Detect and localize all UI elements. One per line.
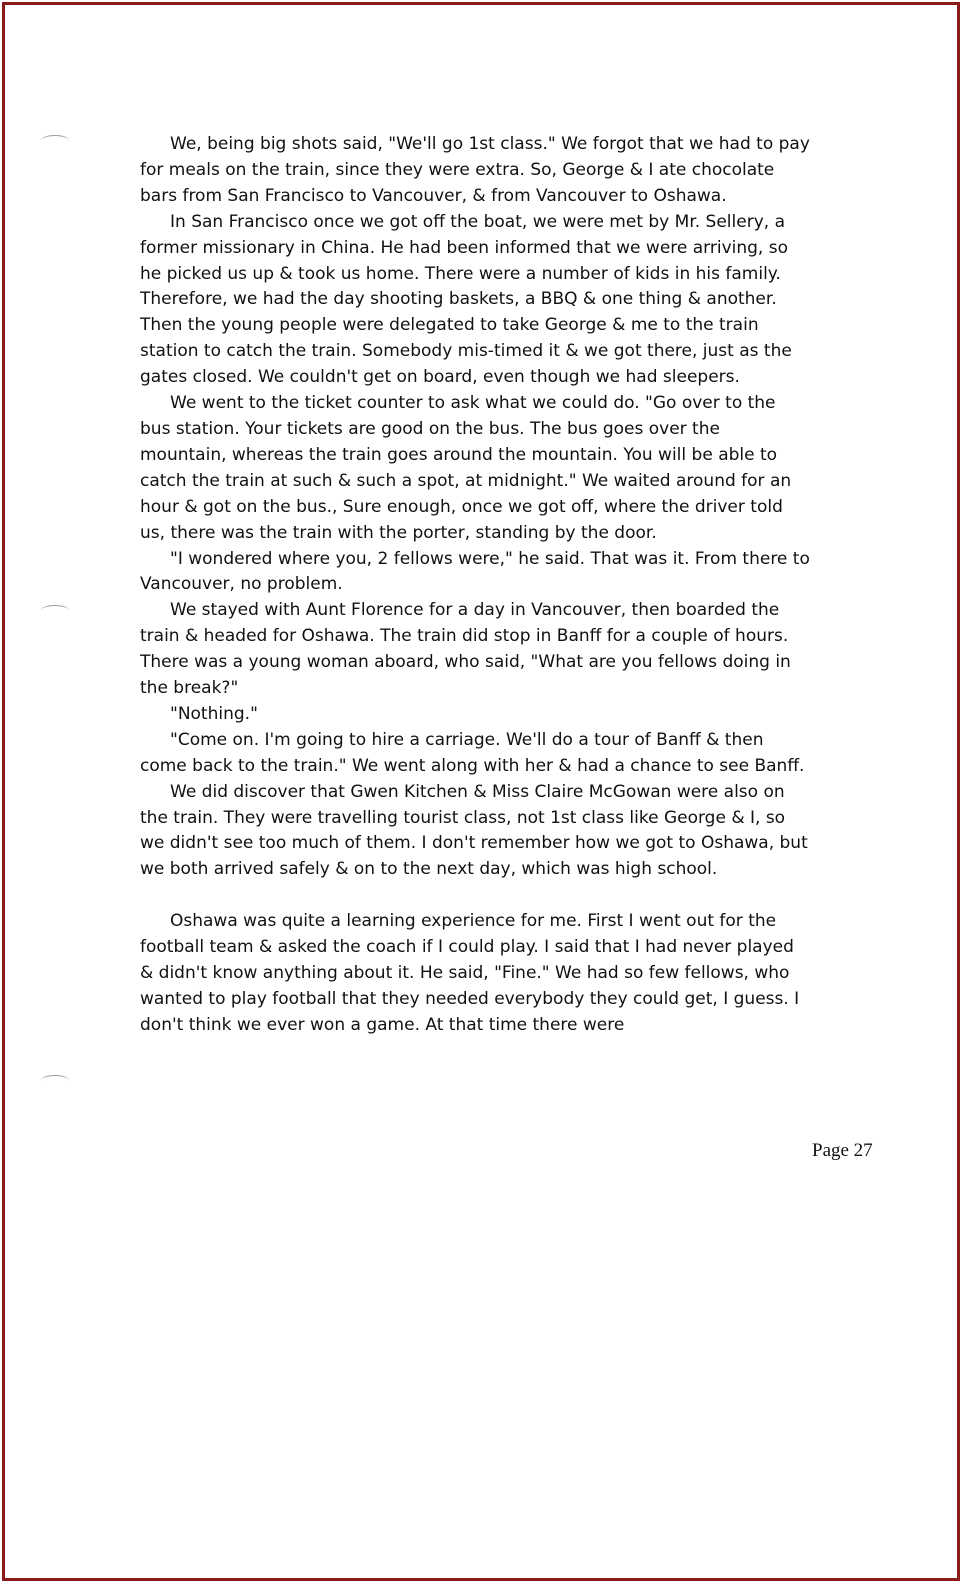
- paragraph: Oshawa was quite a learning experience for me. First I went out for the football team & asked the coach if I could play. I said that I had never played & didn't know anything about it. He said, "Fine." We had so few fellows, who wanted to play football that they needed everybody they could get, I guess. I don't think we ever won a game. At that time there were: [140, 911, 800, 1035]
- body-text: [140, 132, 810, 1039]
- paragraph: "Come on. I'm going to hire a carriage. We'll do a tour of Banff & then come back to the train." We went along with her & had a chance to see Banff.: [140, 729, 805, 776]
- paragraph: In San Francisco once we got off the boat, we were met by Mr. Sellery, a former missionary in China. He had been informed that we were arriving, so he picked us up & took us home. There were a number of kids in his family. Therefore, we had the day shooting baskets, a BBQ & one thing & another. Then the young people were delegated to take George & me to the train station to catch the train. Somebody mis-timed it & we got there, just as the gates closed. We couldn't get on board, even though we had sleepers.: [140, 211, 792, 388]
- punch-hole-mark: [41, 1075, 69, 1086]
- paragraph: We did discover that Gwen Kitchen & Miss Claire McGowan were also on the train. They were travelling tourist class, not 1st class like George & I, so we didn't see too much of them. I don't remember how we got to Oshawa, but we both arrived safely & on to the next day, which was high school.: [140, 781, 808, 880]
- punch-hole-mark: [41, 605, 69, 616]
- paragraph: We stayed with Aunt Florence for a day in Vancouver, then boarded the train & headed for Oshawa. The train did stop in Banff for a couple of hours. There was a young woman aboard, who said, "What are you fellows doing in the break?": [140, 600, 791, 699]
- punch-hole-mark: [41, 135, 69, 146]
- paragraph: "I wondered where you, 2 fellows were," he said. That was it. From there to Vancouver, no problem.: [140, 548, 810, 595]
- page-number: Page 27: [812, 1140, 873, 1161]
- paragraph: We, being big shots said, "We'll go 1st class." We forgot that we had to pay for meals on the train, since they were extra. So, George & I ate chocolate bars from San Francisco to Vancouver, & from Vancouver to Oshawa.: [140, 134, 810, 206]
- paragraph: "Nothing.": [170, 703, 258, 724]
- paragraph: We went to the ticket counter to ask what we could do. "Go over to the bus station. Your tickets are good on the bus. The bus goes over the mountain, whereas the train goes around the mountain. You will be able to catch the train at such & such a spot, at midnight." We waited around for an hour & got on the bus., Sure enough, once we got off, where the driver told us, there was the train with the porter, standing by the door.: [140, 393, 792, 543]
